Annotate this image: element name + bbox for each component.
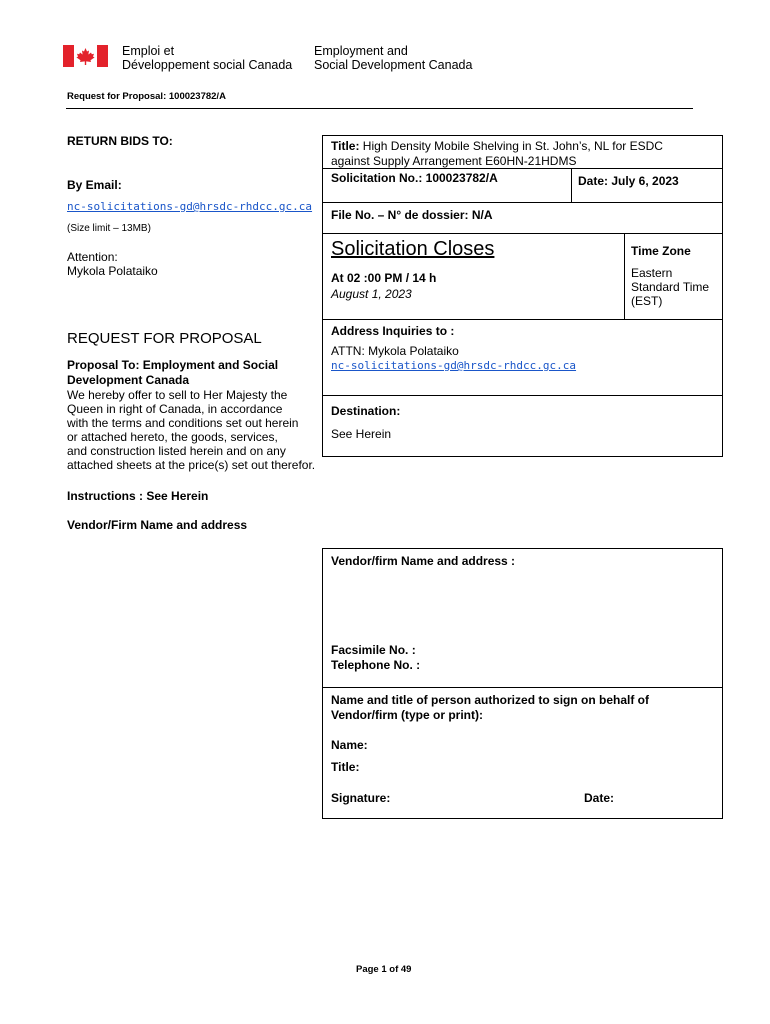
name-field[interactable]: Name:: [331, 738, 368, 752]
offer-line: and construction listed herein and on any: [67, 444, 286, 458]
dept-fr-line2: Développement social Canada: [122, 58, 293, 72]
divider: [322, 395, 723, 396]
inquiries-label: Address Inquiries to :: [331, 324, 455, 338]
instructions-text: Instructions : See Herein: [67, 489, 209, 503]
department-name-fr: [122, 44, 292, 72]
tz-line: Eastern: [631, 266, 673, 280]
offer-line: or attached hereto, the goods, services,: [67, 430, 278, 444]
attention-name: Mykola Polataiko: [67, 264, 158, 278]
issue-date: Date: July 6, 2023: [578, 174, 679, 188]
offer-line: attached sheets at the price(s) set out therefor.: [67, 458, 316, 472]
divider: [322, 168, 723, 169]
canada-flag-icon: [63, 45, 108, 67]
closing-time: At 02 :00 PM / 14 h: [331, 271, 437, 285]
divider: [571, 168, 572, 202]
offer-line: We hereby offer to sell to Her Majesty the: [67, 388, 288, 402]
tz-line: Standard Time: [631, 280, 710, 294]
divider: [322, 202, 723, 203]
authorized-person-line2: Vendor/firm (type or print):: [331, 708, 484, 722]
department-name-en: [314, 44, 472, 72]
destination-value: See Herein: [331, 427, 392, 441]
closing-date: August 1, 2023: [331, 287, 412, 301]
solicitation-number: Solicitation No.: 100023782/A: [331, 171, 498, 185]
destination-label: Destination:: [331, 404, 401, 418]
divider: [624, 233, 625, 320]
header-divider: [66, 108, 693, 109]
tz-line: (EST): [631, 294, 663, 308]
divider: [322, 687, 723, 688]
title-field-vendor[interactable]: Title:: [331, 760, 360, 774]
dept-fr-line1: Emploi et: [122, 44, 175, 58]
size-limit-note: (Size limit – 13MB): [67, 223, 151, 234]
title-line1: High Density Mobile Shelving in St. John’s, NL for ESDC: [359, 139, 663, 153]
attention-label: Attention:: [67, 250, 118, 264]
rfp-heading: REQUEST FOR PROPOSAL: [67, 330, 262, 347]
inquiries-attn: ATTN: Mykola Polataiko: [331, 344, 459, 358]
page-number: Page 1 of 49: [356, 964, 412, 975]
telephone-field[interactable]: Telephone No. :: [331, 658, 421, 672]
time-zone-label: Time Zone: [631, 244, 691, 258]
authorized-person-line1: Name and title of person authorized to sign on behalf of: [331, 693, 650, 707]
inquiries-email-link[interactable]: nc-solicitations-gd@hrsdc-rhdcc.gc.ca: [331, 359, 577, 372]
date-field[interactable]: Date:: [584, 791, 615, 805]
vendor-firm-label: Vendor/Firm Name and address: [67, 518, 248, 532]
proposal-to-line1: Proposal To: Employment and Social: [67, 358, 279, 372]
dept-en-line1: Employment and: [314, 44, 408, 58]
facsimile-field[interactable]: Facsimile No. :: [331, 643, 416, 657]
rfp-reference: Request for Proposal: 100023782/A: [67, 91, 226, 102]
title-field: [331, 139, 663, 153]
vendor-name-address-field[interactable]: Vendor/firm Name and address :: [331, 554, 516, 568]
offer-line: with the terms and conditions set out herein: [67, 416, 299, 430]
offer-statement: [67, 388, 315, 472]
vendor-info-box: [322, 548, 723, 819]
signature-field[interactable]: Signature:: [331, 791, 391, 805]
solicitation-closes-heading: Solicitation Closes: [331, 238, 495, 260]
title-line2: against Supply Arrangement E60HN-21HDMS: [331, 154, 577, 168]
offer-line: Queen in right of Canada, in accordance: [67, 402, 283, 416]
by-email-label: By Email:: [67, 178, 122, 192]
return-email-link[interactable]: nc-solicitations-gd@hrsdc-rhdcc.gc.ca: [67, 200, 313, 213]
proposal-to-line2: Development Canada: [67, 373, 190, 387]
time-zone-value: [631, 266, 709, 308]
file-number: File No. – N° de dossier: N/A: [331, 208, 493, 222]
dept-en-line2: Social Development Canada: [314, 58, 473, 72]
title-label: Title:: [331, 139, 360, 153]
return-bids-heading: RETURN BIDS TO:: [67, 134, 173, 148]
